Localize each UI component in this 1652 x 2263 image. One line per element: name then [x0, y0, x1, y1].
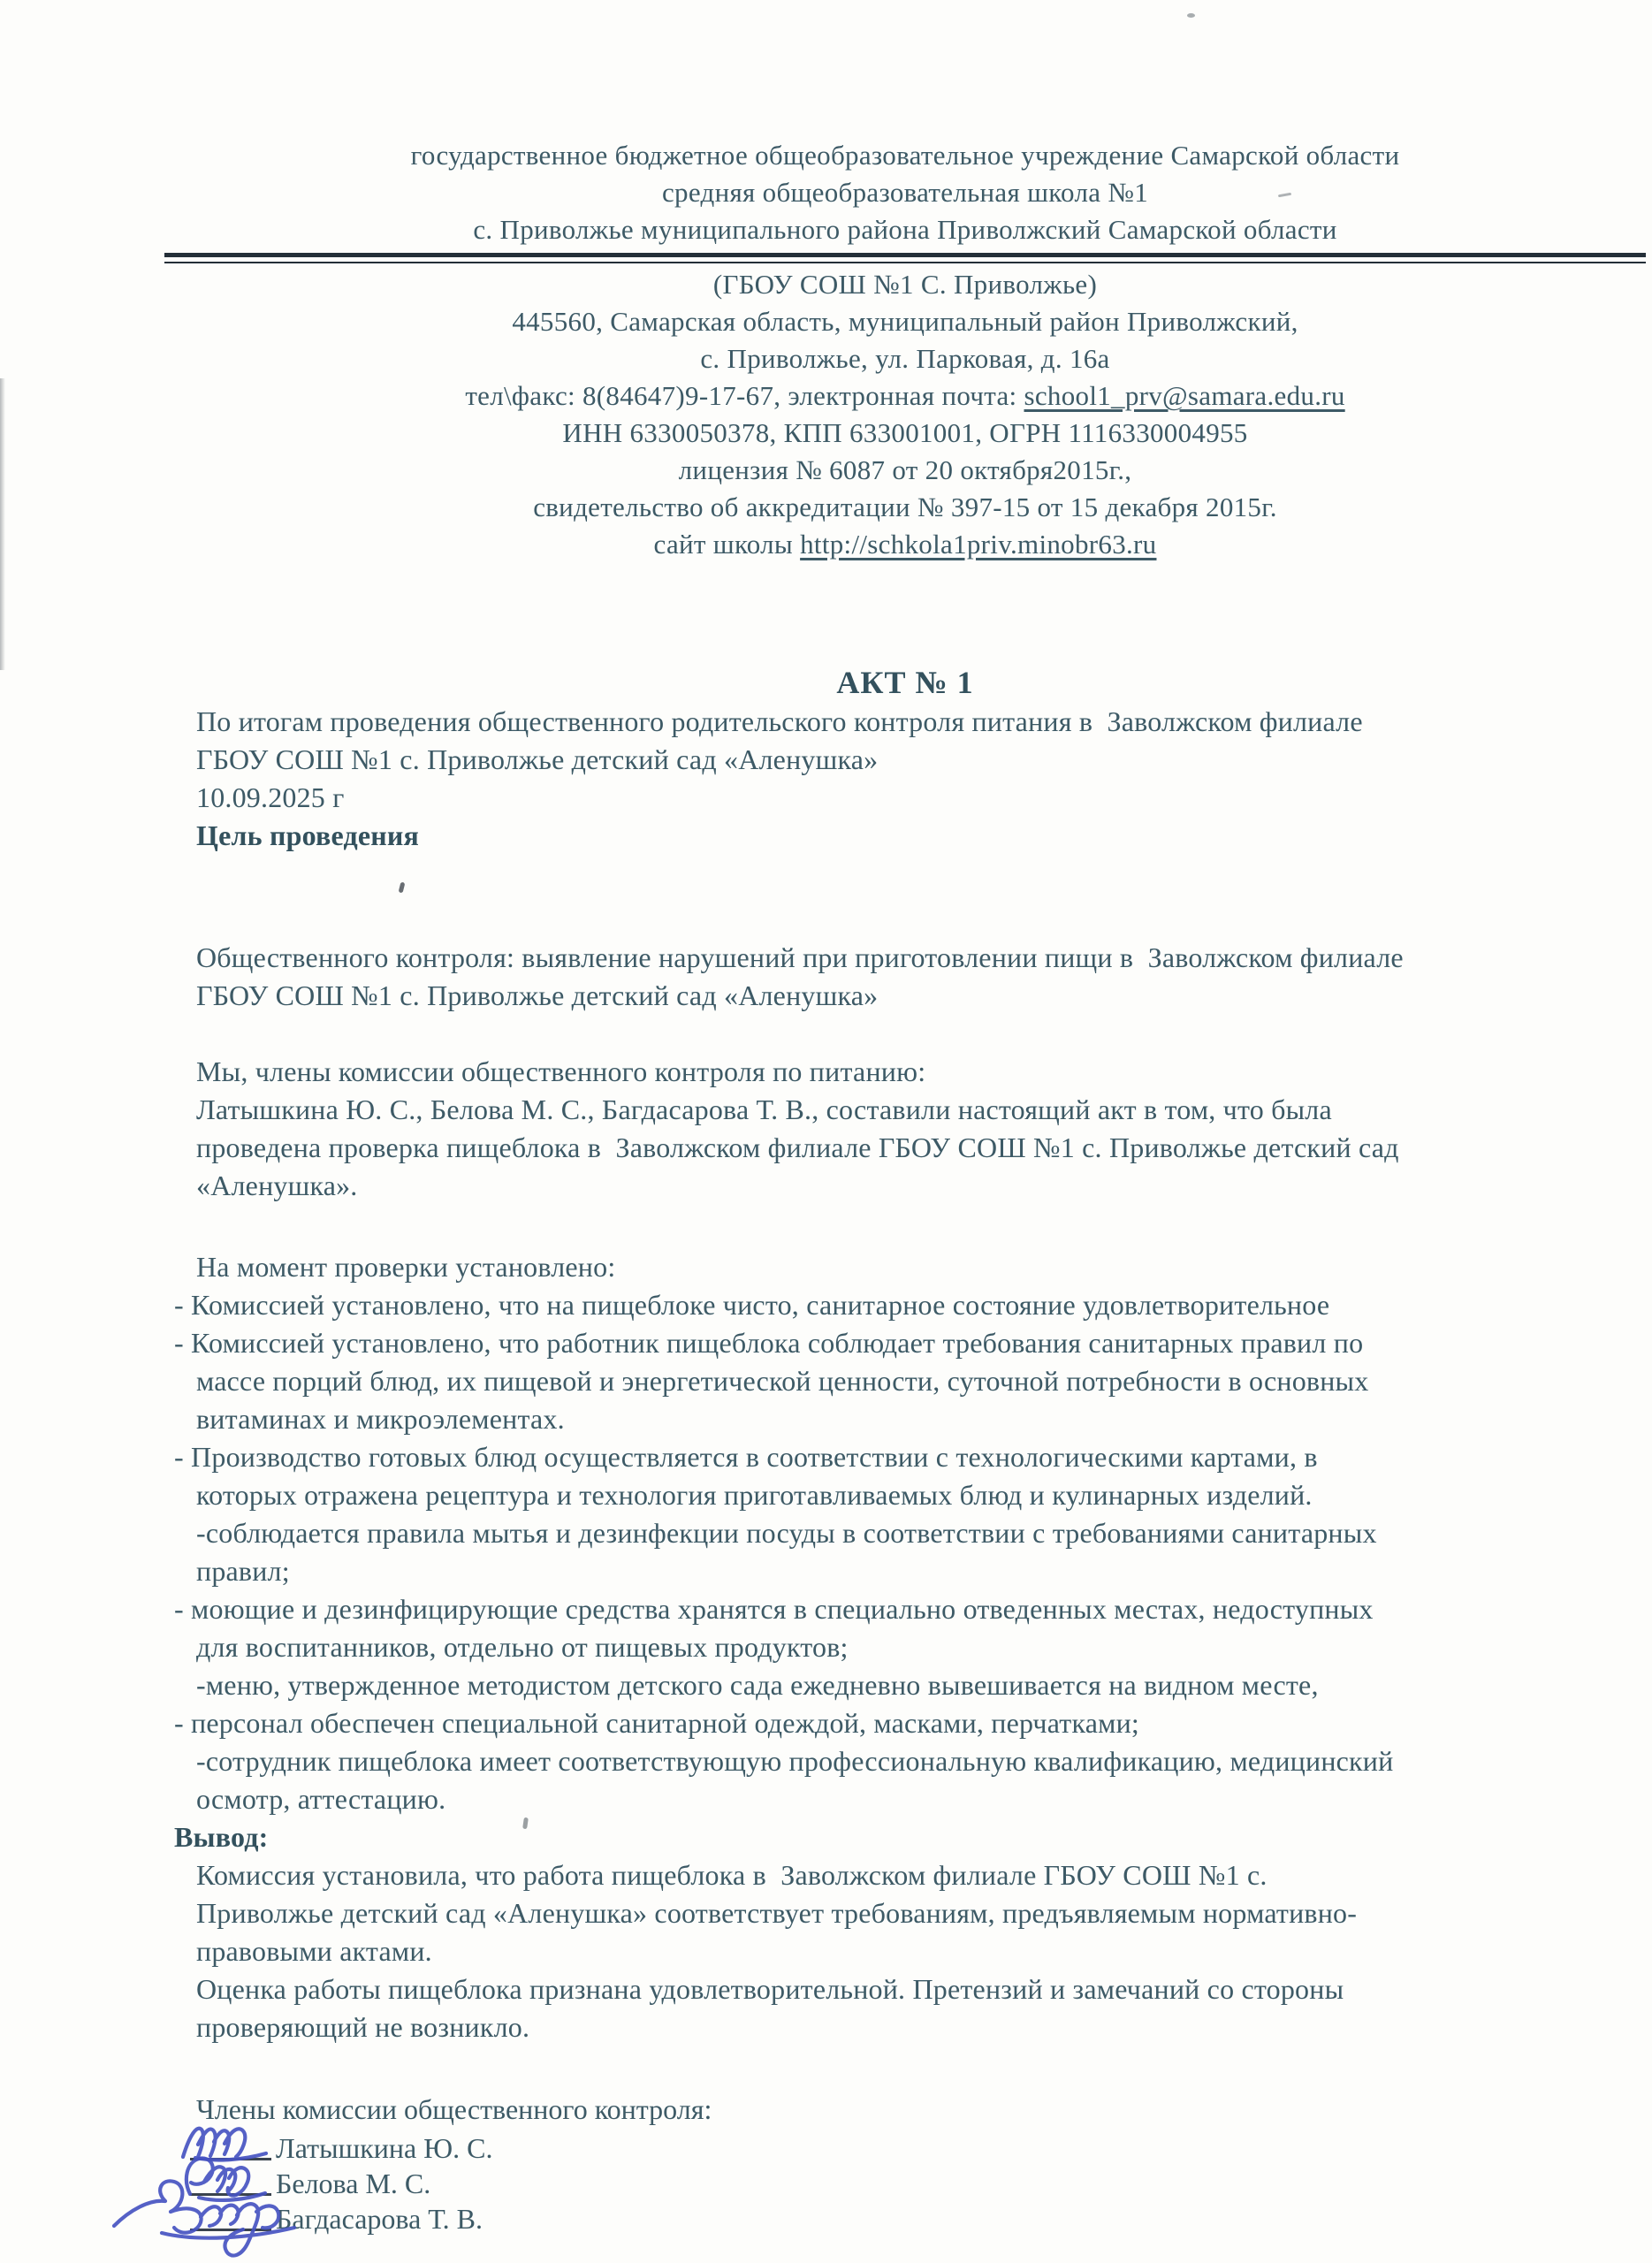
body-line: На момент проверки установлено: [196, 1251, 616, 1283]
body-line: Цель проведения [196, 819, 420, 851]
body-line: - моющие и дезинфицирующие средства хранятся в специально отведенных местах, недоступных [174, 1593, 1374, 1625]
act-title: АКТ № 1 [836, 665, 974, 700]
body-line: - Производство готовых блюд осуществляется в соответствии с технологическими картами, в [174, 1441, 1318, 1473]
body-line: Вывод: [174, 1821, 269, 1853]
body-line: Комиссия установила, что работа пищеблока в Заволжском филиале ГБОУ СОШ №1 с. [196, 1859, 1268, 1891]
body-line: 10.09.2025 г [196, 781, 345, 813]
org-name-line-3: с. Приволжье муниципального района Приволжский Самарской области [473, 214, 1337, 245]
phone-fax-text: тел\факс: 8(84647)9-17-67, электронная почта: [465, 380, 1024, 411]
body-line: - Комиссией установлено, что на пищеблоке чисто, санитарное состояние удовлетворительное [174, 1289, 1330, 1321]
body-line: Оценка работы пищеблока признана удовлетворительной. Претензий и замечаний со стороны [196, 1973, 1344, 2005]
email-link: school1_prv@samara.edu.ru [1024, 380, 1345, 411]
body-line: ГБОУ СОШ №1 с. Приволжье детский сад «Аленушка» [196, 743, 879, 775]
body-line: Латышкина Ю. С., Белова М. С., Багдасарова Т. В., составили настоящий акт в том, что была [196, 1093, 1332, 1125]
body-line: массе порций блюд, их пищевой и энергетической ценности, суточной потребности в основных [196, 1365, 1369, 1397]
signature-line [190, 2193, 271, 2196]
body-line: Общественного контроля: выявление нарушений при приготовлении пищи в Заволжском филиале [196, 941, 1404, 973]
body-line: проведена проверка пищеблока в Заволжском филиале ГБОУ СОШ №1 с. Приволжье детский сад [196, 1132, 1399, 1163]
site-label: сайт школы [653, 529, 801, 560]
body-line: - Комиссией установлено, что работник пищеблока соблюдает требования санитарных правил по [174, 1327, 1364, 1359]
body-line: правил; [196, 1555, 290, 1587]
phone-email-line [164, 377, 1646, 415]
body-line: «Аленушка». [196, 1170, 358, 1201]
inn-kpp-ogrn-line: ИНН 6330050378, КПП 633001001, ОГРН 1116330004955 [562, 417, 1248, 448]
signature-line [190, 2158, 271, 2160]
org-name-line-1: государственное бюджетное общеобразовательное учреждение Самарской области [410, 140, 1400, 171]
scan-edge-shadow [0, 378, 5, 670]
scan-speck [1187, 13, 1195, 18]
body-line: -меню, утвержденное методистом детского сада ежедневно вывешивается на видном месте, [196, 1669, 1319, 1701]
body-line: которых отражена рецептура и технология приготавливаемых блюд и кулинарных изделий. [196, 1479, 1313, 1511]
street-address-line: с. Приволжье, ул. Парковая, д. 16а [700, 343, 1110, 374]
license-line: лицензия № 6087 от 20 октября2015г., [678, 454, 1132, 485]
site-line [164, 526, 1646, 563]
body-line: - персонал обеспечен специальной санитарной одеждой, масками, перчатками; [174, 1707, 1140, 1739]
org-abbreviation-line: (ГБОУ СОШ №1 С. Приволжье) [712, 269, 1098, 300]
postal-address-line: 445560, Самарская область, муниципальный район Приволжский, [512, 306, 1298, 337]
signature-row [190, 2199, 862, 2235]
body-line: проверяющий не возникло. [196, 2011, 530, 2043]
header-separator-rule [164, 253, 1646, 263]
body-line: -сотрудник пищеблока имеет соответствующую профессиональную квалификацию, медицинский [196, 1745, 1394, 1777]
body-line: -соблюдается правила мытья и дезинфекции посуды в соответствии с требованиями санитарных [196, 1517, 1377, 1549]
signer-name: Багдасарова Т. В. [276, 2203, 483, 2235]
org-header [164, 0, 1646, 563]
site-link: http://schkola1priv.minobr63.ru [800, 529, 1157, 560]
body-line: для воспитанников, отдельно от пищевых продуктов; [196, 1631, 849, 1663]
accreditation-line: свидетельство об аккредитации № 397-15 от 15 декабря 2015г. [533, 491, 1277, 522]
signature-row [190, 2129, 862, 2164]
body-line: осмотр, аттестацию. [196, 1783, 446, 1815]
body-line: Приволжье детский сад «Аленушка» соответствует требованиям, предъявляемым нормативно- [196, 1897, 1358, 1929]
signature-block [0, 2091, 1652, 2235]
body-line: Мы, члены комиссии общественного контроля по питанию: [196, 1055, 926, 1087]
signature-line [190, 2229, 271, 2231]
commission-members-heading: Члены комиссии общественного контроля: [196, 2093, 712, 2125]
signature-row [190, 2164, 862, 2199]
signer-name: Латышкина Ю. С. [276, 2132, 493, 2164]
body-line: ГБОУ СОШ №1 с. Приволжье детский сад «Аленушка» [196, 979, 879, 1011]
body-line: витаминах и микроэлементах. [196, 1403, 565, 1435]
act-body [0, 703, 1652, 2046]
signer-name: Белова М. С. [276, 2168, 431, 2199]
body-line: По итогам проведения общественного родительского контроля питания в Заволжском филиале [196, 705, 1363, 737]
body-line: правовыми актами. [196, 1935, 432, 1967]
org-name-line-2: средняя общеобразовательная школа №1 [662, 177, 1148, 208]
